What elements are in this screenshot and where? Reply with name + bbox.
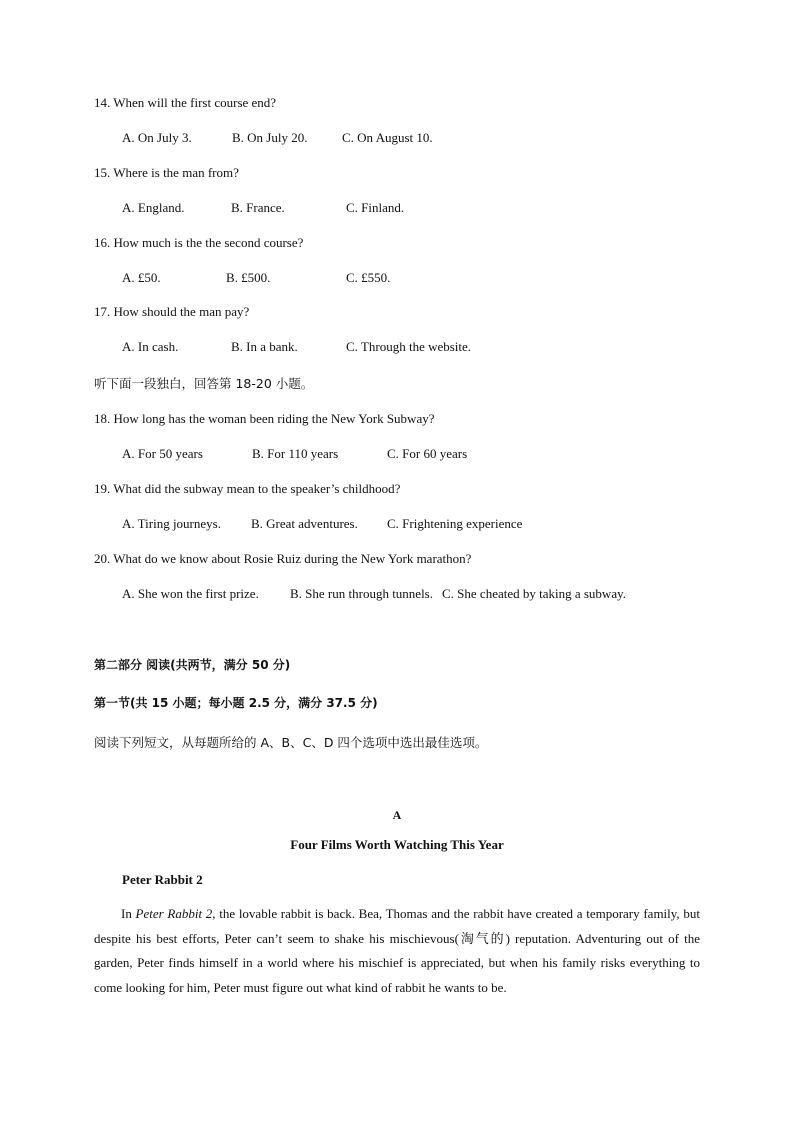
q17-option-a: A. In cash. bbox=[122, 339, 179, 354]
question-20: 20. What do we know about Rosie Ruiz during the New York marathon? bbox=[94, 551, 472, 566]
question-14: 14. When will the first course end? bbox=[94, 95, 277, 110]
film1-para-start: In bbox=[121, 906, 136, 921]
q16-option-b: B. £500. bbox=[226, 270, 271, 285]
q18-option-a: A. For 50 years bbox=[122, 446, 203, 461]
film1-title: Peter Rabbit 2 bbox=[122, 872, 203, 887]
monologue-instruction: 听下面一段独白，回答第 18-20 小题。 bbox=[94, 376, 314, 391]
q20-option-b: B. She run through tunnels. bbox=[290, 586, 433, 601]
q15-option-b: B. France. bbox=[231, 200, 285, 215]
question-18: 18. How long has the woman been riding the New York Subway? bbox=[94, 411, 435, 426]
q20-option-c: C. She cheated by taking a subway. bbox=[442, 586, 626, 601]
film1-para-body: , the lovable rabbit is back. Bea, Thomas and the rabbit have created a temporary family, but despite his best efforts, Peter can’t seem to shake his mischievous(淘气的) reputation. Adventuring out of the garden, Peter finds himself in a world where his mischief is appreciated, but when his family risks everything to come looking for him, Peter must figure out what kind of rabbit he wants to be. bbox=[94, 906, 700, 995]
part2-heading: 第二部分 阅读(共两节，满分 50 分) bbox=[94, 658, 291, 672]
film1-paragraph bbox=[94, 902, 700, 1000]
passage-title: Four Films Worth Watching This Year bbox=[290, 837, 504, 852]
q14-option-b: B. On July 20. bbox=[232, 130, 308, 145]
question-19: 19. What did the subway mean to the speaker’s childhood? bbox=[94, 481, 401, 496]
q17-option-b: B. In a bank. bbox=[231, 339, 298, 354]
reading-instruction: 阅读下列短文，从每题所给的 A、B、C、D 四个选项中选出最佳选项。 bbox=[94, 735, 488, 750]
film1-para-italic-title: Peter Rabbit 2 bbox=[135, 906, 213, 921]
q18-option-c: C. For 60 years bbox=[387, 446, 468, 461]
q19-option-c: C. Frightening experience bbox=[387, 516, 523, 531]
section1-heading: 第一节(共 15 小题；每小题 2.5 分，满分 37.5 分) bbox=[94, 696, 378, 710]
q14-option-a: A. On July 3. bbox=[122, 130, 192, 145]
q17-option-c: C. Through the website. bbox=[346, 339, 472, 354]
q15-option-c: C. Finland. bbox=[346, 200, 405, 215]
q19-option-b: B. Great adventures. bbox=[251, 516, 358, 531]
q15-option-a: A. England. bbox=[122, 200, 185, 215]
q14-option-c: C. On August 10. bbox=[342, 130, 433, 145]
question-17: 17. How should the man pay? bbox=[94, 304, 250, 319]
q20-option-a: A. She won the first prize. bbox=[122, 586, 259, 601]
q16-option-c: C. £550. bbox=[346, 270, 391, 285]
passage-letter: A bbox=[392, 808, 402, 822]
q18-option-b: B. For 110 years bbox=[252, 446, 339, 461]
question-15: 15. Where is the man from? bbox=[94, 165, 239, 180]
q19-option-a: A. Tiring journeys. bbox=[122, 516, 221, 531]
question-16: 16. How much is the the second course? bbox=[94, 235, 304, 250]
q16-option-a: A. £50. bbox=[122, 270, 161, 285]
